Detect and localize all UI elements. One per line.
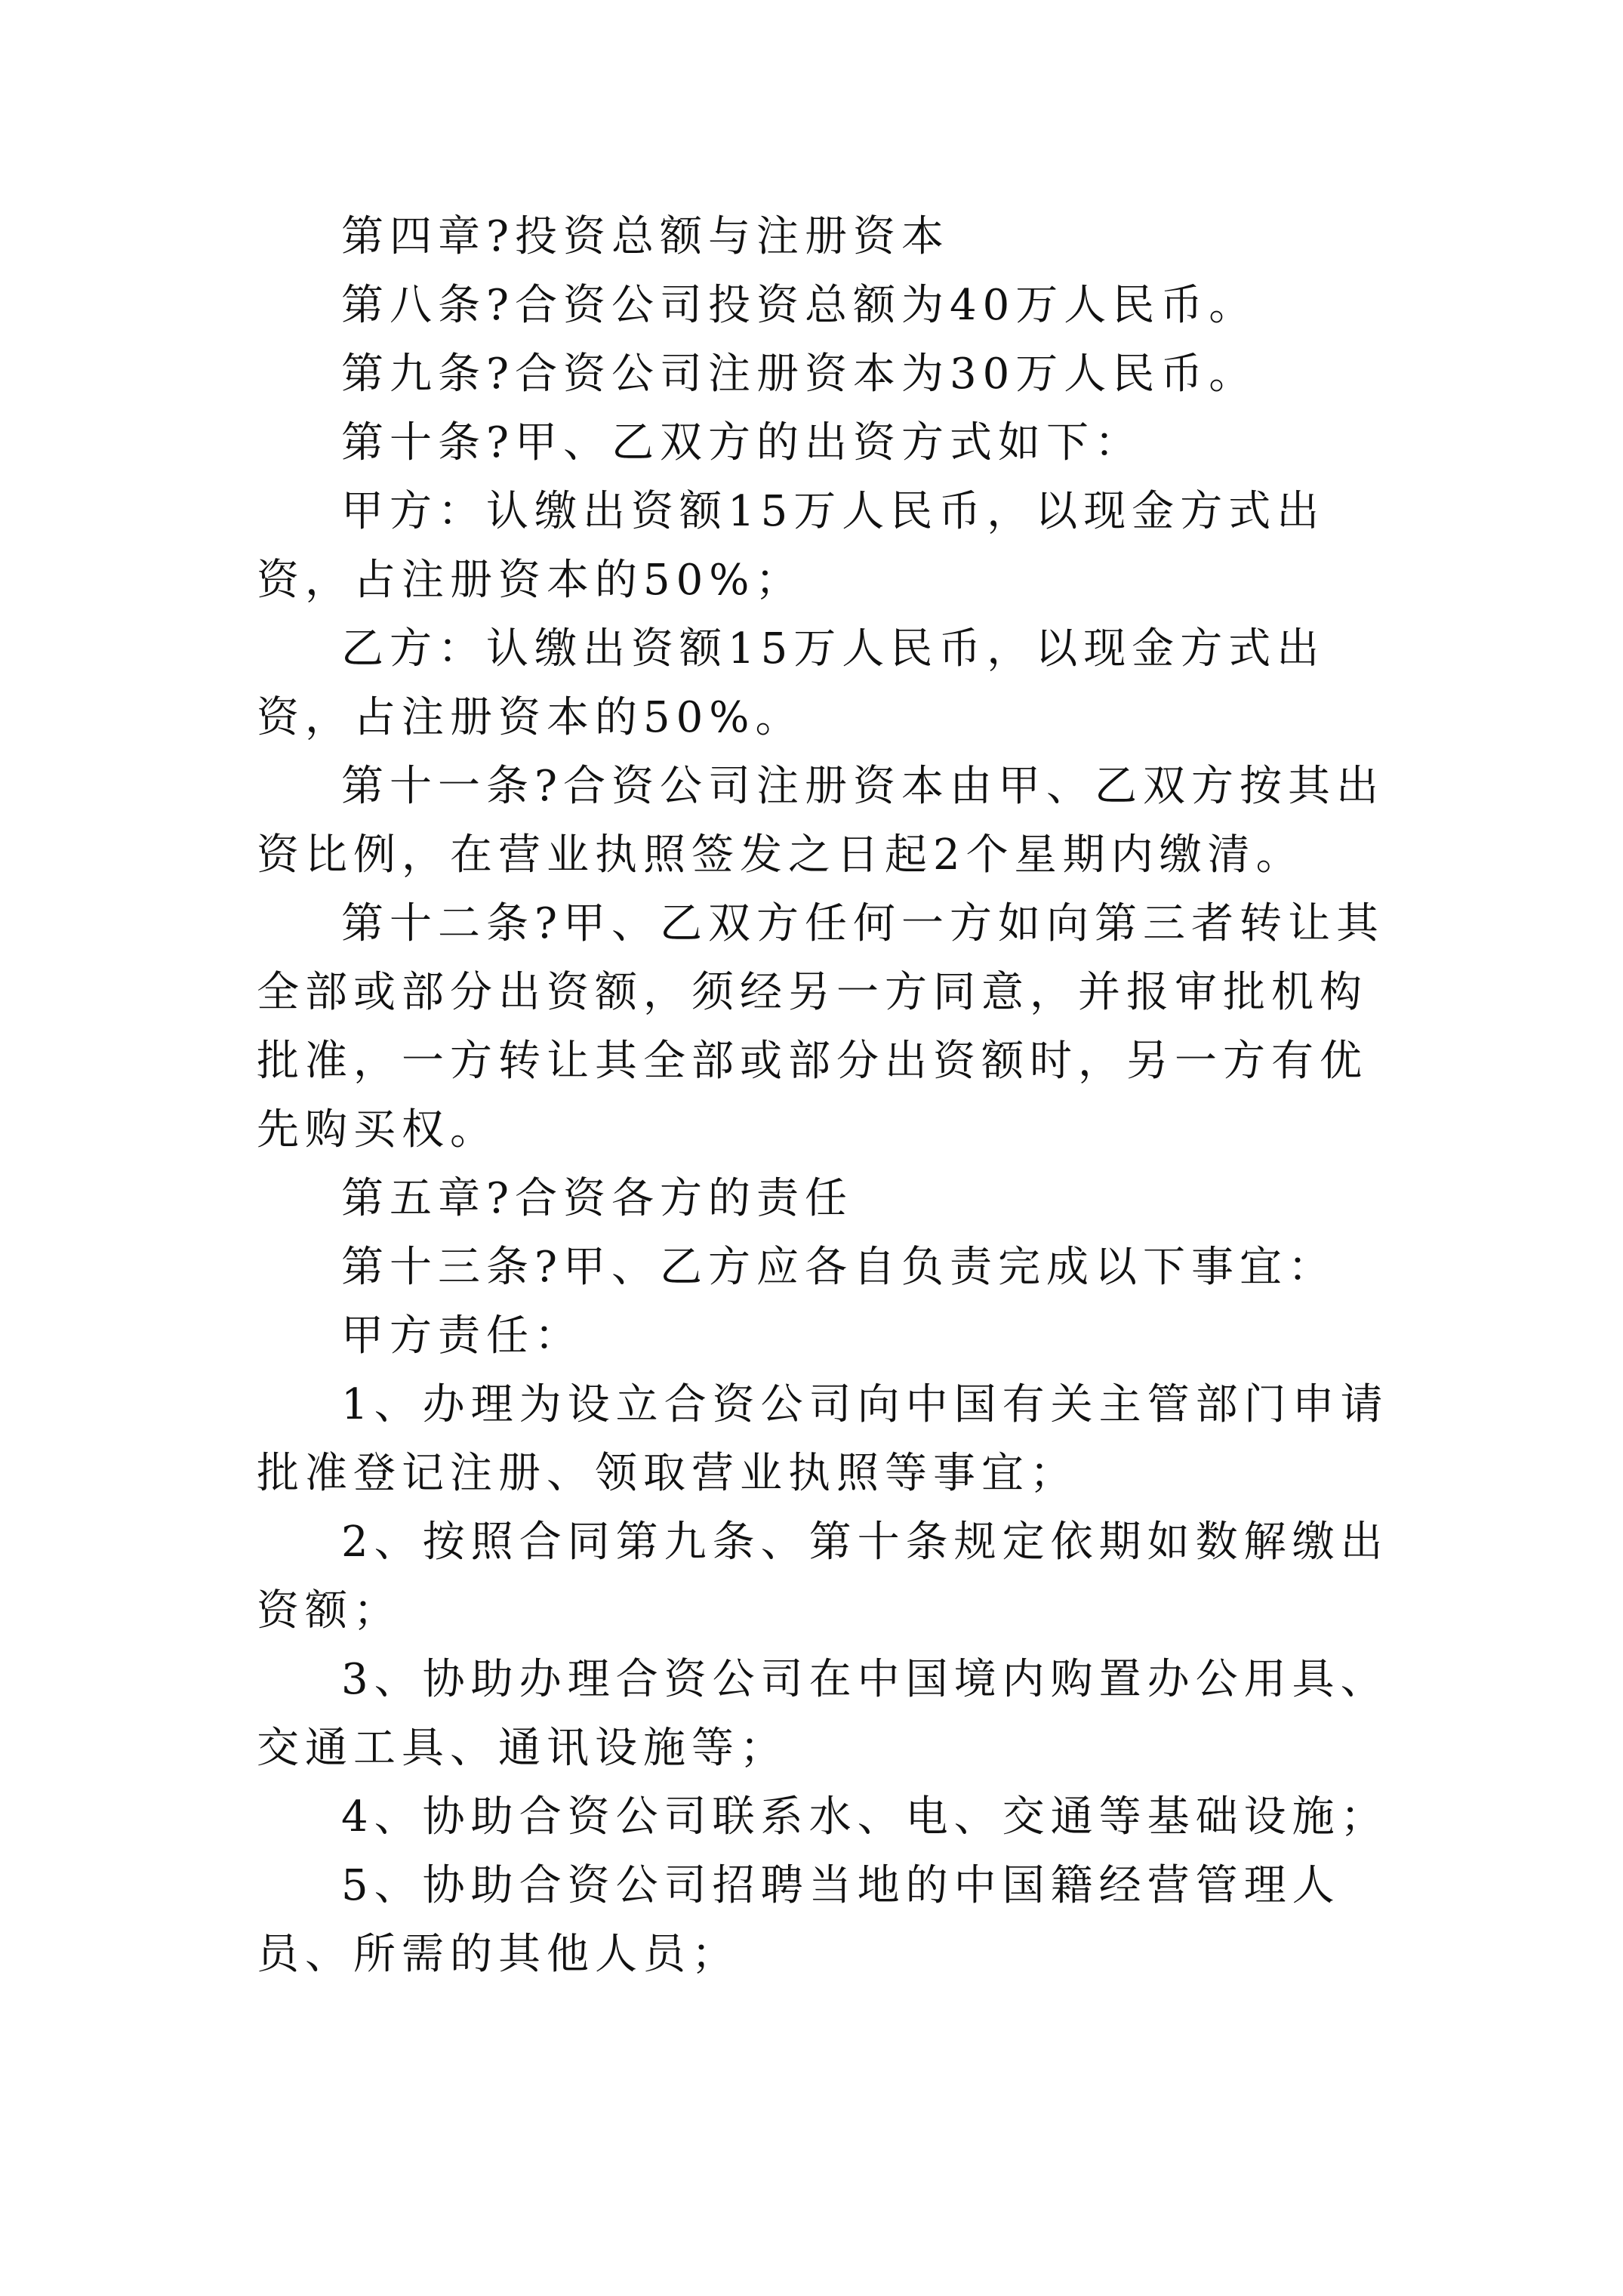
responsibility-item-5: 5、协助合资公司招聘当地的中国籍经营管理人员、所需的其他人员； (257, 1861, 1341, 1979)
article-9: 第九条?合资公司注册资本为30万人民币。 (341, 350, 1258, 399)
article-13: 第十三条?甲、乙方应各自负责完成以下事宜： (341, 1243, 1337, 1292)
responsibility-item-3: 3、协助办理合资公司在中国境内购置办公用具、交通工具、通讯设施等； (257, 1655, 1389, 1773)
chapter-4-heading: 第四章?投资总额与注册资本 (341, 212, 950, 261)
document-body (257, 202, 1389, 1989)
article-12: 第十二条?甲、乙双方任何一方如向第三者转让其全部或部分出资额，须经另一方同意，并报审批机构批准，一方转让其全部或部分出资额时，另一方有优先购买权。 (257, 899, 1385, 1154)
party-b-contribution: 乙方：认缴出资额15万人民币，以现金方式出资，占注册资本的50%。 (257, 624, 1326, 742)
article-8: 第八条?合资公司投资总额为40万人民币。 (341, 281, 1258, 330)
responsibility-item-4: 4、协助合资公司联系水、电、交通等基础设施； (341, 1792, 1389, 1841)
article-11: 第十一条?合资公司注册资本由甲、乙双方按其出资比例，在营业执照签发之日起2个星期内缴清。 (257, 762, 1385, 880)
party-a-responsibilities-heading: 甲方责任： (341, 1311, 583, 1361)
chapter-5-heading: 第五章?合资各方的责任 (341, 1174, 854, 1223)
party-a-contribution: 甲方：认缴出资额15万人民币，以现金方式出资，占注册资本的50%； (257, 487, 1326, 605)
responsibility-item-2: 2、按照合同第九条、第十条规定依期如数解缴出资额； (257, 1518, 1389, 1635)
article-10: 第十条?甲、乙双方的出资方式如下： (341, 418, 1144, 467)
responsibility-item-1: 1、办理为设立合资公司向中国有关主管部门申请批准登记注册、领取营业执照等事宜； (257, 1380, 1389, 1498)
